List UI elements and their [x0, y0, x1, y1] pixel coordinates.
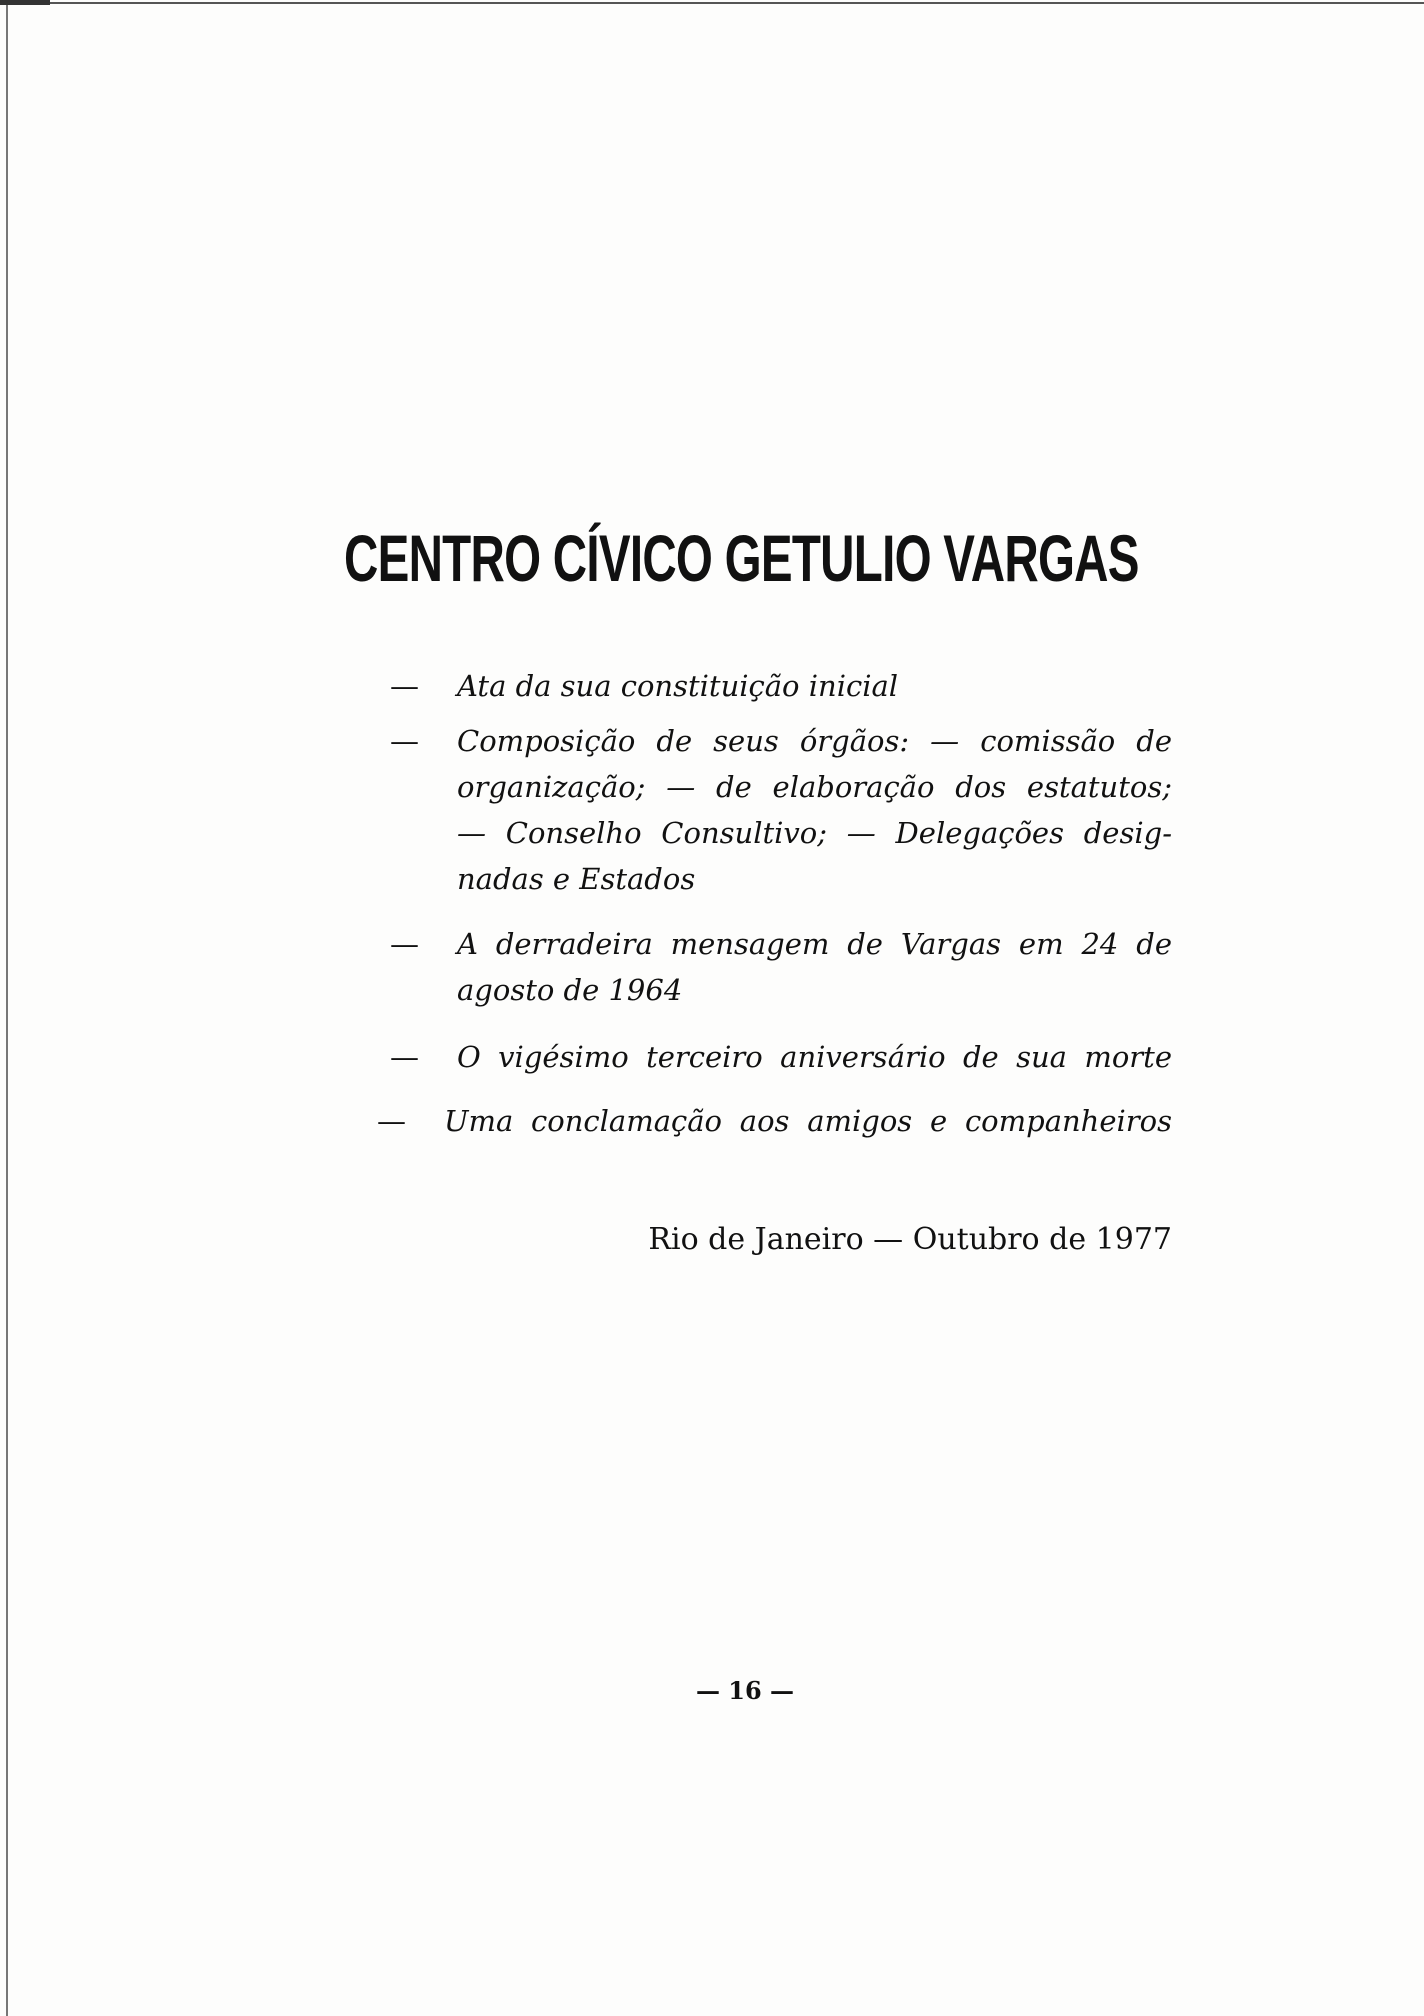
item-line: O vigésimo terceiro aniversário de sua morte: [457, 1040, 1172, 1074]
page-edge-left: [6, 0, 8, 2016]
item-line: Uma conclamação aos amigos e companheiros: [444, 1104, 1172, 1138]
item-line: A derradeira mensagem de Vargas em 24 de: [457, 927, 1172, 961]
place-date-line: Rio de Janeiro — Outubro de 1977: [648, 1222, 1172, 1257]
item-dash: —: [377, 1104, 406, 1138]
item-dash: —: [390, 669, 419, 703]
item-line: organização; — de elaboração dos estatutos;: [457, 770, 1172, 804]
item-line: agosto de 1964: [457, 973, 683, 1007]
page-corner-mark: [0, 0, 50, 5]
item-line: — Conselho Consultivo; — Delegações desig-: [457, 816, 1172, 850]
item-dash: —: [390, 927, 419, 961]
item-line: Ata da sua constituição inicial: [457, 669, 899, 703]
item-line: nadas e Estados: [457, 862, 696, 896]
page-edge-top: [0, 2, 1424, 4]
page-title: CENTRO CÍVICO GETULIO VARGAS: [344, 521, 1139, 595]
item-dash: —: [390, 724, 419, 758]
item-line: Composição de seus órgãos: — comissão de: [457, 724, 1172, 758]
page-number: — 16 —: [695, 1676, 795, 1705]
item-dash: —: [390, 1040, 419, 1074]
